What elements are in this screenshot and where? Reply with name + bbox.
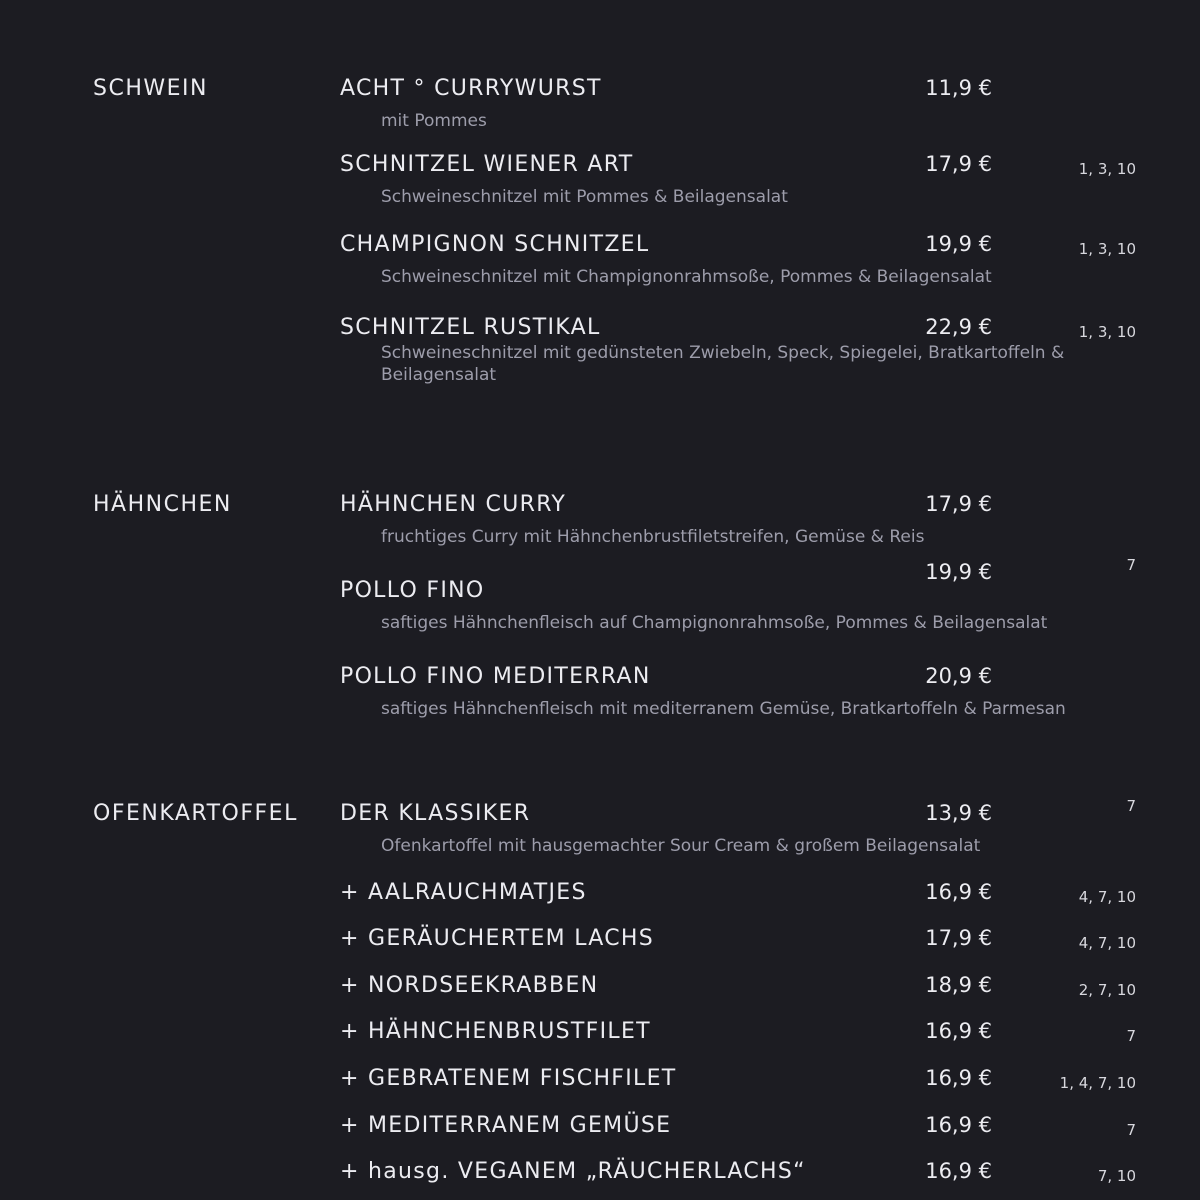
category-title: HÄHNCHEN bbox=[93, 492, 232, 517]
dish-price: 16,9 € bbox=[925, 1066, 992, 1090]
dish-price: 16,9 € bbox=[925, 880, 992, 904]
allergen-codes: 7 bbox=[1126, 556, 1136, 574]
dish-description: Ofenkartoffel mit hausgemachter Sour Cream & großem Beilagensalat bbox=[381, 836, 981, 856]
allergen-codes: 7, 10 bbox=[1097, 1167, 1136, 1185]
category-title: SCHWEIN bbox=[93, 76, 208, 101]
category-title: OFENKARTOFFEL bbox=[93, 801, 298, 826]
dish-name: + MEDITERRANEM GEMÜSE bbox=[340, 1113, 672, 1138]
dish-description: mit Pommes bbox=[381, 111, 487, 131]
allergen-codes: 7 bbox=[1126, 1121, 1136, 1139]
dish-description: Schweineschnitzel mit Champignonrahmsoße, Pommes & Beilagensalat bbox=[381, 267, 992, 287]
allergen-codes: 7 bbox=[1126, 1027, 1136, 1045]
dish-description: fruchtiges Curry mit Hähnchenbrustfiletstreifen, Gemüse & Reis bbox=[381, 527, 925, 547]
allergen-codes: 1, 3, 10 bbox=[1078, 240, 1136, 258]
dish-price: 17,9 € bbox=[925, 152, 992, 176]
dish-price: 16,9 € bbox=[925, 1159, 992, 1183]
dish-name: CHAMPIGNON SCHNITZEL bbox=[340, 232, 650, 257]
dish-price: 20,9 € bbox=[925, 664, 992, 688]
dish-description: saftiges Hähnchenfleisch auf Champignonrahmsoße, Pommes & Beilagensalat bbox=[381, 613, 1048, 633]
allergen-codes: 7 bbox=[1126, 797, 1136, 815]
allergen-codes: 1, 3, 10 bbox=[1078, 323, 1136, 341]
dish-price: 16,9 € bbox=[925, 1113, 992, 1137]
allergen-codes: 4, 7, 10 bbox=[1078, 934, 1136, 952]
dish-price: 11,9 € bbox=[925, 76, 992, 100]
dish-price: 22,9 € bbox=[925, 315, 992, 339]
dish-price: 18,9 € bbox=[925, 973, 992, 997]
dish-description: Schweineschnitzel mit gedünsteten Zwiebeln, Speck, Spiegelei, Bratkartoffeln & Beilagensalat bbox=[381, 343, 1065, 385]
dish-name: ACHT ° CURRYWURST bbox=[340, 76, 602, 101]
dish-name: + GEBRATENEM FISCHFILET bbox=[340, 1066, 677, 1091]
allergen-codes: 1, 3, 10 bbox=[1078, 160, 1136, 178]
dish-name: POLLO FINO MEDITERRAN bbox=[340, 664, 651, 689]
dish-price: 16,9 € bbox=[925, 1019, 992, 1043]
allergen-codes: 4, 7, 10 bbox=[1078, 888, 1136, 906]
dish-name: + AALRAUCHMATJES bbox=[340, 880, 587, 905]
dish-name: SCHNITZEL WIENER ART bbox=[340, 152, 634, 177]
dish-name: + GERÄUCHERTEM LACHS bbox=[340, 926, 655, 951]
dish-name: DER KLASSIKER bbox=[340, 801, 531, 826]
dish-description: Schweineschnitzel mit Pommes & Beilagensalat bbox=[381, 187, 788, 207]
dish-name: HÄHNCHEN CURRY bbox=[340, 492, 567, 517]
dish-price: 19,9 € bbox=[925, 232, 992, 256]
dish-price: 17,9 € bbox=[925, 492, 992, 516]
dish-name: POLLO FINO bbox=[340, 578, 485, 603]
dish-name: + NORDSEEKRABBEN bbox=[340, 973, 599, 998]
dish-name: + hausg. VEGANEM „RÄUCHERLACHS“ bbox=[340, 1159, 806, 1184]
dish-price: 19,9 € bbox=[925, 560, 992, 584]
allergen-codes: 2, 7, 10 bbox=[1078, 981, 1136, 999]
dish-price: 17,9 € bbox=[925, 926, 992, 950]
dish-price: 13,9 € bbox=[925, 801, 992, 825]
dish-description: saftiges Hähnchenfleisch mit mediterranem Gemüse, Bratkartoffeln & Parmesan bbox=[381, 699, 1066, 719]
allergen-codes: 1, 4, 7, 10 bbox=[1059, 1074, 1136, 1092]
dish-name: SCHNITZEL RUSTIKAL bbox=[340, 315, 601, 340]
dish-name: + HÄHNCHENBRUSTFILET bbox=[340, 1019, 651, 1044]
